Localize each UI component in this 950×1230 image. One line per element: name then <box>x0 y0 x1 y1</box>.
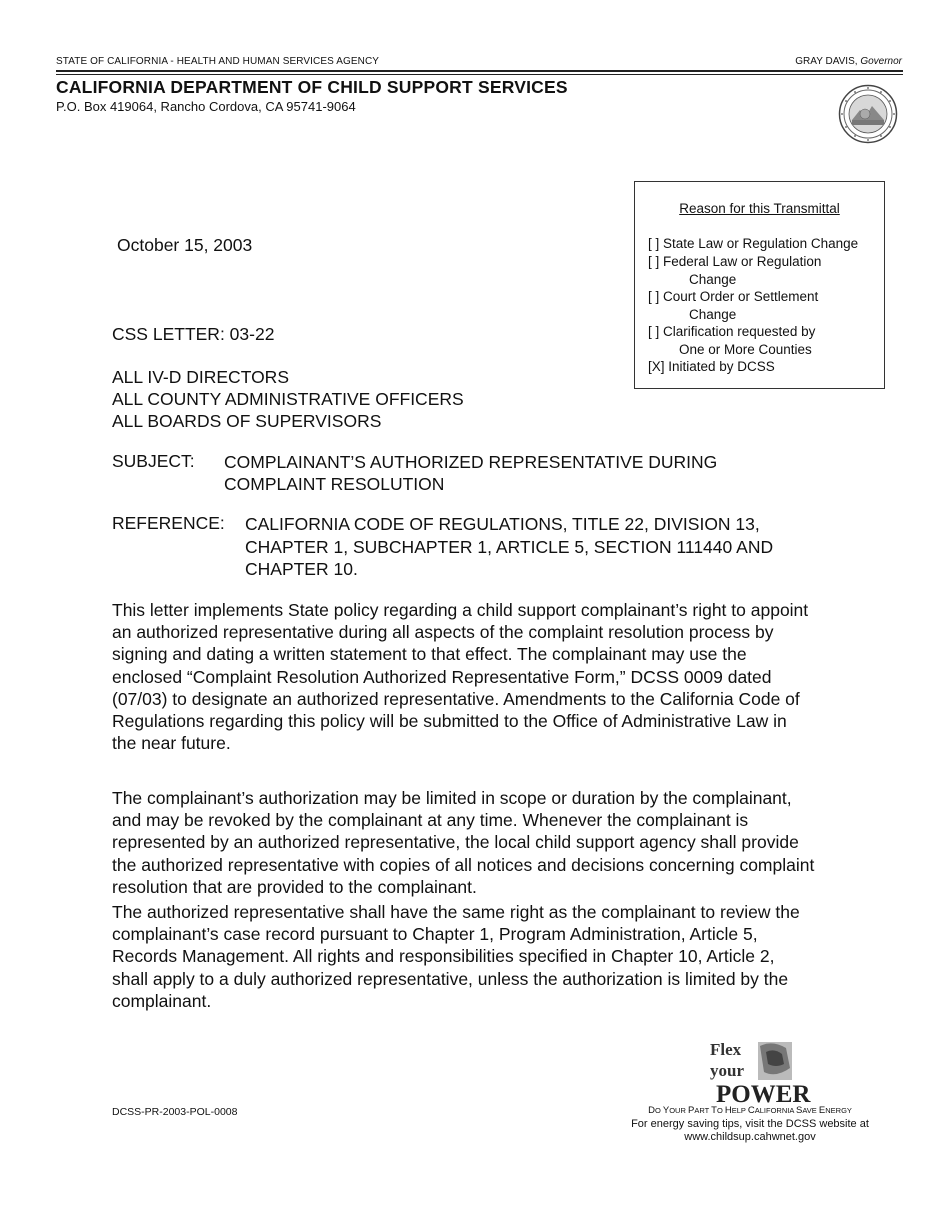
transmittal-option-state-law: [ ] State Law or Regulation Change <box>648 236 859 251</box>
svg-text:your: your <box>710 1061 744 1080</box>
agency-header: STATE OF CALIFORNIA - HEALTH AND HUMAN SERVICES AGENCY <box>56 56 380 67</box>
paragraph-line: shall apply to a duly authorized representative, unless the authorization is limited by the <box>112 968 789 989</box>
letter-date: October 15, 2003 <box>117 235 253 255</box>
transmittal-option-court-order: [ ] Court Order or Settlement <box>648 289 819 304</box>
reference-line: CHAPTER 1, SUBCHAPTER 1, ARTICLE 5, SECTION 111440 AND <box>245 536 774 557</box>
state-seal-icon <box>838 84 898 144</box>
paragraph-line: the near future. <box>112 733 231 754</box>
subject-line: COMPLAINANT’S AUTHORIZED REPRESENTATIVE DURING <box>224 452 718 472</box>
paragraph-line: complainant. <box>112 990 212 1011</box>
document-number: DCSS-PR-2003-POL-0008 <box>112 1106 238 1118</box>
body-paragraph-2 <box>112 787 852 898</box>
paragraph-line: Records Management. All rights and responsibilities specified in Chapter 10, Article 2, <box>112 946 775 967</box>
transmittal-reason-box <box>634 181 885 389</box>
paragraph-line: complainant’s case record pursuant to Chapter 1, Program Administration, Article 5, <box>112 924 758 945</box>
reference-label: REFERENCE: <box>112 513 225 533</box>
transmittal-option-court-order-cont: Change <box>689 307 737 322</box>
subject-line: COMPLAINT RESOLUTION <box>224 474 445 494</box>
department-name: CALIFORNIA DEPARTMENT OF CHILD SUPPORT SERVICES <box>56 77 568 97</box>
letter-number: CSS LETTER: 03-22 <box>112 324 275 344</box>
governor-line <box>795 56 902 67</box>
paragraph-line: enclosed “Complaint Resolution Authorized Representative Form,” DCSS 0009 dated <box>112 666 772 687</box>
paragraph-line: signing and dating a written statement to that effect. The complainant may use the <box>112 644 747 665</box>
paragraph-line: The authorized representative shall have the same right as the complainant to review the <box>112 902 800 922</box>
paragraph-line: represented by an authorized representative, the local child support agency shall provide <box>112 832 799 853</box>
svg-text:POWER: POWER <box>716 1081 811 1108</box>
recipients <box>112 366 464 432</box>
subject-text <box>224 451 717 495</box>
transmittal-option-federal-law-cont: Change <box>689 272 737 287</box>
paragraph-line: The complainant’s authorization may be limited in scope or duration by the complainant, <box>112 788 792 808</box>
flex-your-power-logo-icon <box>706 1038 811 1108</box>
reference-line: CHAPTER 10. <box>245 559 358 579</box>
website-link[interactable]: www.childsup.cahwnet.gov <box>684 1131 816 1143</box>
transmittal-title: Reason for this Transmittal <box>679 201 840 216</box>
recipient-line: ALL COUNTY ADMINISTRATIVE OFFICERS <box>112 389 464 409</box>
governor-title: Governor <box>860 56 902 67</box>
paragraph-line: Regulations regarding this policy will be submitted to the Office of Administrative Law in <box>112 711 787 732</box>
transmittal-option-federal-law: [ ] Federal Law or Regulation <box>648 254 822 269</box>
governor-name: GRAY DAVIS, <box>795 56 858 67</box>
paragraph-line: and may be revoked by the complainant at any time. Whenever the complainant is <box>112 810 749 831</box>
subject-label: SUBJECT: <box>112 451 195 471</box>
svg-text:Flex: Flex <box>710 1040 742 1059</box>
reference-text <box>245 513 773 581</box>
header-rule-thin <box>56 74 903 75</box>
recipient-line: ALL BOARDS OF SUPERVISORS <box>112 411 382 431</box>
body-paragraph-3 <box>112 901 852 1012</box>
transmittal-option-initiated-dcss: [X] Initiated by DCSS <box>648 359 775 374</box>
recipient-line: ALL IV-D DIRECTORS <box>112 367 289 387</box>
transmittal-option-clarification: [ ] Clarification requested by <box>648 324 816 339</box>
paragraph-line: the authorized representative with copies of all notices and decisions concerning complaint <box>112 854 815 875</box>
paragraph-line: This letter implements State policy regarding a child support complainant’s right to appoint <box>112 600 809 620</box>
department-address: P.O. Box 419064, Rancho Cordova, CA 95741-9064 <box>56 99 356 114</box>
paragraph-line: resolution that are provided to the complainant. <box>112 876 477 897</box>
energy-slogan: DO YOUR PART TO HELP CALIFORNIA SAVE ENERGY <box>648 1105 852 1116</box>
transmittal-option-clarification-cont: One or More Counties <box>679 342 812 357</box>
reference-line: CALIFORNIA CODE OF REGULATIONS, TITLE 22, DIVISION 13, <box>245 514 760 534</box>
header-rule-thick <box>56 70 903 72</box>
energy-tip-line: For energy saving tips, visit the DCSS website at <box>631 1118 869 1130</box>
paragraph-line: (07/03) to designate an authorized representative. Amendments to the California Code of <box>112 688 800 709</box>
paragraph-line: an authorized representative during all aspects of the complaint resolution process by <box>112 622 774 643</box>
body-paragraph-1 <box>112 599 852 754</box>
